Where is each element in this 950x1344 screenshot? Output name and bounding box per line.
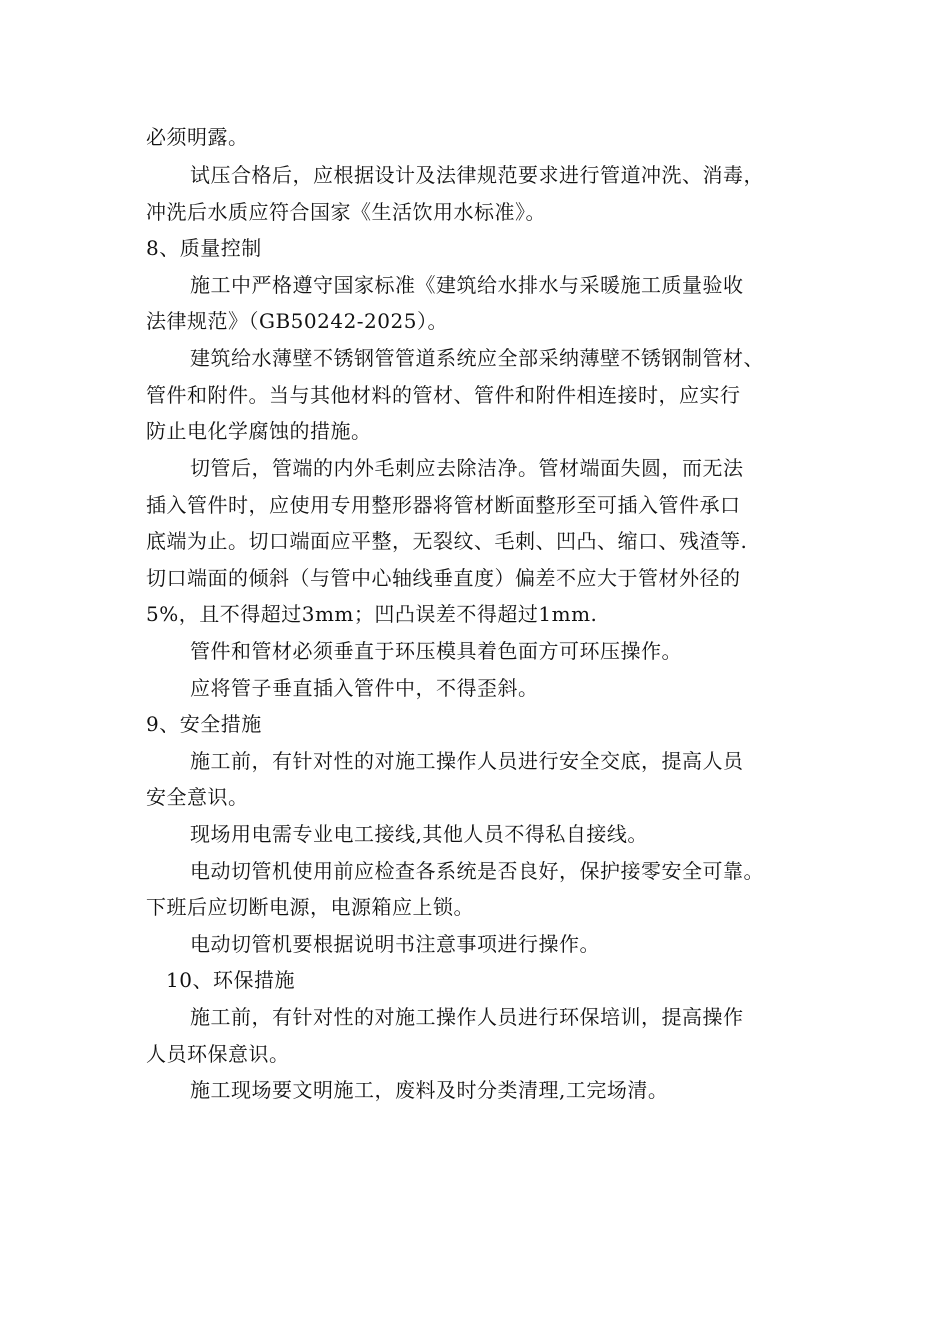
- text-line: 法律规范》（GB50242-2025）。: [146, 309, 448, 333]
- section-heading: 8、质量控制: [146, 236, 262, 260]
- text-line: 必须明露。: [146, 125, 249, 149]
- section-heading: 9、安全措施: [146, 712, 262, 736]
- text-line: 冲洗后水质应符合国家《生活饮用水标准》。: [146, 200, 546, 224]
- text-line: 施工前，有针对性的对施工操作人员进行环保培训，提高操作: [190, 1005, 744, 1029]
- text-line: 5%，且不得超过3mm；凹凸误差不得超过1mm.: [146, 602, 598, 626]
- text-line: 电动切管机要根据说明书注意事项进行操作。: [190, 932, 600, 956]
- text-line: 切管后，管端的内外毛刺应去除洁净。管材端面失圆，而无法: [190, 456, 744, 480]
- section-heading: 10、环保措施: [166, 968, 295, 992]
- text-line: 应将管子垂直插入管件中，不得歪斜。: [190, 676, 539, 700]
- text-line: 下班后应切断电源，电源箱应上锁。: [146, 895, 474, 919]
- text-line: 电动切管机使用前应检查各系统是否良好，保护接零安全可靠。: [190, 859, 764, 883]
- text-line: 管件和管材必须垂直于环压模具着色面方可环压操作。: [190, 639, 682, 663]
- text-line: 试压合格后，应根据设计及法律规范要求进行管道冲洗、消毒，: [190, 163, 764, 187]
- text-line: 底端为止。切口端面应平整，无裂纹、毛刺、凹凸、缩口、残渣等.: [146, 529, 748, 553]
- text-line: 建筑给水薄壁不锈钢管管道系统应全部采纳薄壁不锈钢制管材、: [190, 346, 764, 370]
- text-line: 插入管件时，应使用专用整形器将管材断面整形至可插入管件承口: [146, 493, 741, 517]
- text-line: 切口端面的倾斜（与管中心轴线垂直度）偏差不应大于管材外径的: [146, 566, 741, 590]
- text-line: 现场用电需专业电工接线,其他人员不得私自接线。: [190, 822, 648, 846]
- text-line: 人员环保意识。: [146, 1042, 290, 1066]
- text-line: 施工现场要文明施工，废料及时分类清理,工完场清。: [190, 1078, 669, 1102]
- text-line: 安全意识。: [146, 785, 249, 809]
- text-line: 施工中严格遵守国家标准《建筑给水排水与采暖施工质量验收: [190, 273, 744, 297]
- text-line: 管件和附件。当与其他材料的管材、管件和附件相连接时，应实行: [146, 383, 741, 407]
- text-line: 施工前，有针对性的对施工操作人员进行安全交底，提高人员: [190, 749, 744, 773]
- text-line: 防止电化学腐蚀的措施。: [146, 419, 372, 443]
